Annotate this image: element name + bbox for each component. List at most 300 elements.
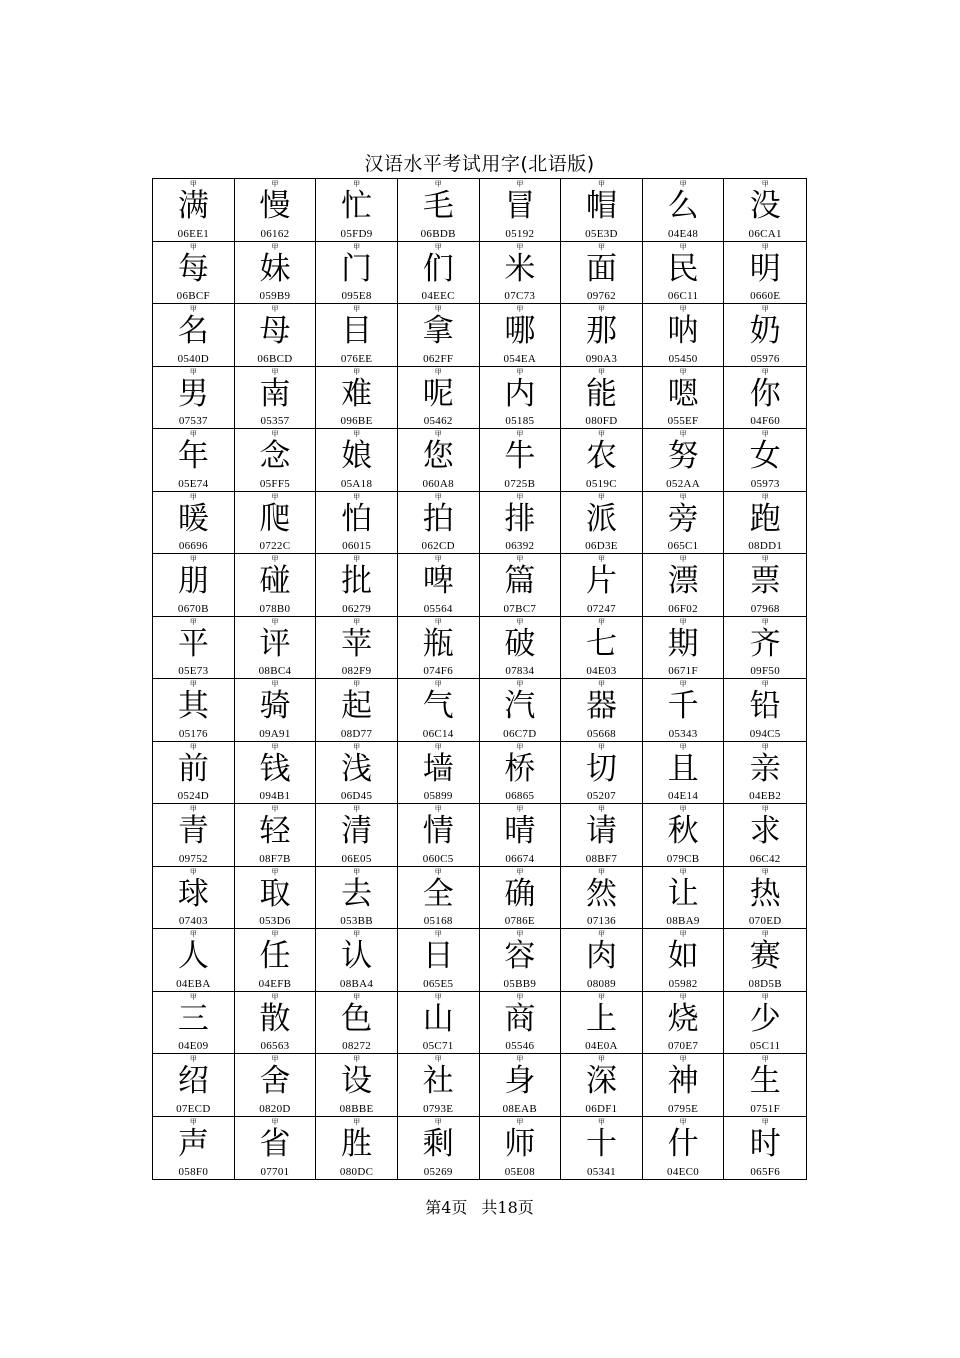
unicode-code: 05546 <box>505 1040 535 1052</box>
unicode-code: 07968 <box>750 602 780 615</box>
unicode-code: 05E3D <box>585 227 618 240</box>
unicode-code: 08BC4 <box>258 665 292 677</box>
hanzi-character: 深 <box>585 1063 617 1099</box>
hanzi-character: 门 <box>341 250 373 287</box>
unicode-code: 07C73 <box>504 290 536 302</box>
character-cell <box>235 679 317 742</box>
level-mark: 甲 <box>679 367 687 376</box>
hanzi-character: 们 <box>422 250 454 287</box>
unicode-code: 05668 <box>586 727 616 740</box>
hanzi-character: 日 <box>422 938 454 974</box>
hanzi-character: 师 <box>504 1125 536 1162</box>
hanzi-character: 票 <box>749 563 781 599</box>
character-cell <box>398 992 480 1055</box>
unicode-code: 04E48 <box>667 227 699 240</box>
level-mark: 甲 <box>679 805 687 813</box>
level-mark: 甲 <box>189 805 197 813</box>
unicode-code: 07247 <box>586 602 616 615</box>
level-mark: 甲 <box>271 242 279 251</box>
hanzi-character: 全 <box>422 875 454 912</box>
level-mark: 甲 <box>761 992 769 1001</box>
unicode-code: 05982 <box>668 977 698 990</box>
level-mark: 甲 <box>516 180 524 188</box>
unicode-code: 08DD1 <box>748 540 783 552</box>
hanzi-character: 剩 <box>422 1125 454 1162</box>
hanzi-character: 让 <box>667 875 699 912</box>
hanzi-character: 取 <box>259 875 291 912</box>
character-cell <box>724 742 806 805</box>
level-mark: 甲 <box>679 492 687 501</box>
character-cell <box>316 929 398 992</box>
hanzi-character: 冒 <box>504 188 536 224</box>
level-mark: 甲 <box>271 555 279 563</box>
hanzi-character: 朋 <box>177 563 209 599</box>
unicode-code: 06C14 <box>422 727 454 740</box>
hanzi-character: 切 <box>585 750 617 787</box>
hanzi-character: 面 <box>585 250 617 287</box>
level-mark: 甲 <box>353 1117 361 1126</box>
hanzi-character: 秋 <box>667 813 699 849</box>
level-mark: 甲 <box>353 805 361 813</box>
level-mark: 甲 <box>271 492 279 501</box>
unicode-code: 07834 <box>505 665 535 677</box>
level-mark: 甲 <box>597 617 605 626</box>
character-cell <box>643 429 725 492</box>
hanzi-character: 派 <box>585 500 617 537</box>
character-cell <box>561 554 643 617</box>
level-mark: 甲 <box>761 555 769 563</box>
character-cell <box>398 929 480 992</box>
character-cell <box>480 617 562 680</box>
unicode-code: 05462 <box>423 415 453 427</box>
level-mark: 甲 <box>516 680 524 688</box>
level-mark: 甲 <box>189 367 197 376</box>
hanzi-character: 毛 <box>422 188 454 224</box>
hanzi-character: 热 <box>749 875 781 912</box>
character-cell <box>724 554 806 617</box>
unicode-code: 04EFB <box>258 977 292 990</box>
unicode-code: 065C1 <box>667 540 699 552</box>
character-cell <box>235 429 317 492</box>
character-cell <box>398 554 480 617</box>
character-cell <box>561 929 643 992</box>
unicode-code: 06DF1 <box>585 1102 618 1115</box>
hanzi-character: 少 <box>749 1000 781 1037</box>
level-mark: 甲 <box>597 305 605 313</box>
character-cell <box>153 742 235 805</box>
level-mark: 甲 <box>271 430 279 438</box>
hanzi-character: 努 <box>667 438 699 474</box>
character-cell <box>398 867 480 930</box>
unicode-code: 08D5B <box>748 977 782 990</box>
unicode-code: 04EBA <box>176 977 211 990</box>
level-mark: 甲 <box>189 992 197 1001</box>
level-mark: 甲 <box>434 742 442 751</box>
hanzi-character: 漂 <box>667 563 699 599</box>
unicode-code: 04EEC <box>421 290 455 302</box>
level-mark: 甲 <box>761 180 769 188</box>
level-mark: 甲 <box>353 1055 361 1063</box>
unicode-code: 05E08 <box>504 1166 535 1178</box>
level-mark: 甲 <box>353 305 361 313</box>
hanzi-character: 汽 <box>504 688 536 724</box>
character-cell <box>235 992 317 1055</box>
hanzi-character: 骑 <box>259 688 291 724</box>
unicode-code: 0671F <box>668 665 698 677</box>
unicode-code: 080FD <box>585 415 618 427</box>
character-cell <box>643 679 725 742</box>
hanzi-character: 如 <box>667 938 699 974</box>
level-mark: 甲 <box>434 1055 442 1063</box>
unicode-code: 04EC0 <box>667 1166 700 1178</box>
unicode-code: 05269 <box>423 1166 453 1178</box>
level-mark: 甲 <box>189 930 197 938</box>
unicode-code: 05192 <box>505 227 535 240</box>
unicode-code: 06C7D <box>503 727 537 740</box>
unicode-code: 06EE1 <box>177 227 210 240</box>
level-mark: 甲 <box>434 680 442 688</box>
hanzi-character: 山 <box>422 1000 454 1037</box>
character-cell <box>316 367 398 430</box>
character-cell <box>316 179 398 242</box>
level-mark: 甲 <box>597 992 605 1001</box>
hanzi-character: 任 <box>259 938 291 974</box>
hanzi-character: 什 <box>667 1125 699 1162</box>
character-cell <box>643 179 725 242</box>
hanzi-character: 你 <box>749 375 781 412</box>
level-mark: 甲 <box>271 1117 279 1126</box>
unicode-code: 04E0A <box>585 1040 618 1052</box>
unicode-code: 05185 <box>505 415 535 427</box>
unicode-code: 06392 <box>505 540 535 552</box>
hanzi-character: 念 <box>259 438 291 474</box>
character-cell <box>643 617 725 680</box>
level-mark: 甲 <box>434 305 442 313</box>
character-cell <box>235 304 317 367</box>
unicode-code: 079CB <box>666 852 700 865</box>
character-cell <box>643 1117 725 1180</box>
character-cell <box>153 867 235 930</box>
level-mark: 甲 <box>597 492 605 501</box>
unicode-code: 08BA4 <box>339 977 374 990</box>
character-cell <box>724 429 806 492</box>
character-cell <box>316 304 398 367</box>
hanzi-character: 散 <box>259 1000 291 1037</box>
character-cell <box>480 1054 562 1117</box>
level-mark: 甲 <box>353 180 361 188</box>
unicode-code: 054EA <box>503 352 537 365</box>
page-total: 共18页 <box>481 1198 534 1217</box>
level-mark: 甲 <box>353 930 361 938</box>
hanzi-character: 认 <box>341 938 373 974</box>
unicode-code: 080DC <box>339 1166 374 1178</box>
character-cell <box>724 679 806 742</box>
level-mark: 甲 <box>597 742 605 751</box>
character-cell <box>153 179 235 242</box>
character-cell <box>316 242 398 305</box>
hanzi-character: 情 <box>422 813 454 849</box>
character-cell <box>643 929 725 992</box>
unicode-code: 07403 <box>178 915 208 927</box>
character-cell <box>235 742 317 805</box>
hanzi-character: 碰 <box>259 563 291 599</box>
hanzi-character: 肉 <box>585 938 617 974</box>
hanzi-character: 千 <box>667 688 699 724</box>
unicode-code: 06BCD <box>257 352 293 365</box>
hanzi-character: 名 <box>177 313 209 349</box>
level-mark: 甲 <box>761 430 769 438</box>
unicode-code: 059B9 <box>259 290 291 302</box>
unicode-code: 05343 <box>668 727 698 740</box>
unicode-code: 04E03 <box>586 665 617 677</box>
character-cell <box>153 992 235 1055</box>
unicode-code: 05976 <box>750 352 780 365</box>
unicode-code: 06279 <box>342 602 372 615</box>
unicode-code: 05973 <box>750 477 780 490</box>
hanzi-character: 球 <box>177 875 209 912</box>
level-mark: 甲 <box>761 680 769 688</box>
unicode-code: 05E73 <box>178 665 209 677</box>
level-mark: 甲 <box>679 555 687 563</box>
hanzi-character: 身 <box>504 1063 536 1099</box>
level-mark: 甲 <box>679 992 687 1001</box>
level-mark: 甲 <box>679 430 687 438</box>
hanzi-character: 篇 <box>504 563 536 599</box>
hanzi-character: 舍 <box>259 1063 291 1099</box>
hanzi-character: 牛 <box>504 438 536 474</box>
hanzi-character: 怕 <box>341 500 373 537</box>
character-cell <box>480 867 562 930</box>
character-cell <box>398 179 480 242</box>
character-cell <box>561 1054 643 1117</box>
level-mark: 甲 <box>189 742 197 751</box>
level-mark: 甲 <box>271 617 279 626</box>
character-cell <box>480 492 562 555</box>
hanzi-character: 年 <box>177 438 209 474</box>
character-cell <box>398 804 480 867</box>
hanzi-character: 瓶 <box>422 625 454 662</box>
unicode-code: 07136 <box>586 915 616 927</box>
unicode-code: 05A18 <box>340 477 373 490</box>
hanzi-character: 跑 <box>749 500 781 537</box>
hanzi-character: 么 <box>667 188 699 224</box>
unicode-code: 08BBE <box>339 1102 374 1115</box>
character-cell <box>480 242 562 305</box>
unicode-code: 05357 <box>260 415 290 427</box>
character-cell <box>480 554 562 617</box>
unicode-code: 090A3 <box>585 352 618 365</box>
character-cell <box>561 179 643 242</box>
character-cell <box>398 617 480 680</box>
hanzi-character: 前 <box>177 750 209 787</box>
character-cell <box>561 242 643 305</box>
hanzi-character: 胜 <box>341 1125 373 1162</box>
character-cell <box>561 367 643 430</box>
unicode-code: 06D45 <box>340 790 373 802</box>
hanzi-character: 生 <box>749 1063 781 1099</box>
level-mark: 甲 <box>761 367 769 376</box>
hanzi-character: 米 <box>504 250 536 287</box>
unicode-code: 0540D <box>177 352 210 365</box>
character-cell <box>316 1054 398 1117</box>
unicode-code: 062CD <box>421 540 455 552</box>
unicode-code: 06F02 <box>668 602 698 615</box>
hanzi-character: 南 <box>259 375 291 412</box>
character-cell <box>153 617 235 680</box>
unicode-code: 094C5 <box>749 727 781 740</box>
hanzi-character: 期 <box>667 625 699 662</box>
hanzi-character: 铅 <box>749 688 781 724</box>
character-cell <box>235 867 317 930</box>
unicode-code: 082F9 <box>341 665 372 677</box>
level-mark: 甲 <box>189 180 197 188</box>
hanzi-character: 去 <box>341 875 373 912</box>
unicode-code: 078B0 <box>259 602 291 615</box>
hanzi-character: 钱 <box>259 750 291 787</box>
unicode-code: 07701 <box>260 1166 290 1178</box>
character-cell <box>398 367 480 430</box>
character-cell <box>561 804 643 867</box>
unicode-code: 0793E <box>423 1102 454 1115</box>
hanzi-character: 人 <box>177 938 209 974</box>
character-cell <box>561 429 643 492</box>
level-mark: 甲 <box>597 555 605 563</box>
character-cell <box>724 867 806 930</box>
unicode-code: 05C71 <box>422 1040 454 1052</box>
unicode-code: 08272 <box>342 1040 372 1052</box>
character-cell <box>561 992 643 1055</box>
level-mark: 甲 <box>353 492 361 501</box>
hanzi-character: 满 <box>177 188 209 224</box>
unicode-code: 08F7B <box>259 852 291 865</box>
character-cell <box>153 679 235 742</box>
character-cell <box>316 679 398 742</box>
level-mark: 甲 <box>271 805 279 813</box>
unicode-code: 05176 <box>178 727 208 740</box>
hanzi-character: 轻 <box>259 813 291 849</box>
hanzi-character: 妹 <box>259 250 291 287</box>
character-cell <box>480 804 562 867</box>
unicode-code: 058F0 <box>178 1166 209 1178</box>
character-cell <box>398 304 480 367</box>
level-mark: 甲 <box>271 305 279 313</box>
character-cell <box>480 1117 562 1180</box>
hanzi-character: 每 <box>177 250 209 287</box>
hanzi-character: 墙 <box>422 750 454 787</box>
unicode-code: 06696 <box>178 540 208 552</box>
hanzi-character: 暖 <box>177 500 209 537</box>
character-cell <box>316 867 398 930</box>
unicode-code: 05168 <box>423 915 453 927</box>
character-cell <box>724 242 806 305</box>
level-mark: 甲 <box>434 555 442 563</box>
unicode-code: 09752 <box>178 852 208 865</box>
hanzi-character: 三 <box>177 1000 209 1037</box>
character-cell <box>561 1117 643 1180</box>
unicode-code: 04F60 <box>750 415 780 427</box>
unicode-code: 07BC7 <box>503 602 537 615</box>
unicode-code: 06D3E <box>585 540 618 552</box>
hanzi-character: 起 <box>341 688 373 724</box>
level-mark: 甲 <box>597 930 605 938</box>
unicode-code: 0722C <box>259 540 291 552</box>
unicode-code: 07ECD <box>176 1102 211 1115</box>
hanzi-character: 女 <box>749 438 781 474</box>
hanzi-character: 旁 <box>667 500 699 537</box>
level-mark: 甲 <box>597 430 605 438</box>
hanzi-character: 气 <box>422 688 454 724</box>
level-mark: 甲 <box>516 555 524 563</box>
level-mark: 甲 <box>189 1117 197 1126</box>
level-mark: 甲 <box>271 180 279 188</box>
level-mark: 甲 <box>761 305 769 313</box>
character-cell <box>398 429 480 492</box>
level-mark: 甲 <box>434 930 442 938</box>
level-mark: 甲 <box>353 992 361 1001</box>
character-cell <box>235 367 317 430</box>
unicode-code: 053D6 <box>259 915 291 927</box>
hanzi-character: 批 <box>341 563 373 599</box>
character-cell <box>480 179 562 242</box>
hanzi-character: 烧 <box>667 1000 699 1037</box>
hanzi-character: 平 <box>177 625 209 662</box>
hanzi-character: 啤 <box>422 563 454 599</box>
unicode-code: 08089 <box>586 977 616 990</box>
unicode-code: 06015 <box>342 540 372 552</box>
character-cell <box>316 804 398 867</box>
level-mark: 甲 <box>516 617 524 626</box>
level-mark: 甲 <box>353 742 361 751</box>
level-mark: 甲 <box>434 867 442 876</box>
hanzi-character: 嗯 <box>667 375 699 412</box>
hanzi-character: 目 <box>341 313 373 349</box>
hanzi-character: 其 <box>177 688 209 724</box>
hanzi-character: 难 <box>341 375 373 412</box>
hanzi-character: 器 <box>585 688 617 724</box>
unicode-code: 096BE <box>340 415 373 427</box>
level-mark: 甲 <box>189 680 197 688</box>
character-cell <box>480 367 562 430</box>
level-mark: 甲 <box>353 617 361 626</box>
unicode-code: 04EB2 <box>749 790 782 802</box>
level-mark: 甲 <box>679 680 687 688</box>
hanzi-character: 青 <box>177 813 209 849</box>
hanzi-character: 没 <box>749 188 781 224</box>
level-mark: 甲 <box>353 867 361 876</box>
hanzi-character: 呢 <box>422 375 454 412</box>
level-mark: 甲 <box>761 617 769 626</box>
character-cell <box>235 554 317 617</box>
hanzi-character: 上 <box>585 1000 617 1037</box>
level-mark: 甲 <box>516 930 524 938</box>
level-mark: 甲 <box>679 242 687 251</box>
unicode-code: 055EF <box>667 415 699 427</box>
hanzi-character: 亲 <box>749 750 781 787</box>
character-cell <box>480 679 562 742</box>
level-mark: 甲 <box>271 867 279 876</box>
character-cell <box>643 742 725 805</box>
unicode-code: 095E8 <box>341 290 372 302</box>
character-cell <box>643 304 725 367</box>
level-mark: 甲 <box>353 430 361 438</box>
hanzi-character: 浅 <box>341 750 373 787</box>
character-cell <box>398 1054 480 1117</box>
character-cell <box>153 804 235 867</box>
character-cell <box>724 1054 806 1117</box>
unicode-code: 06162 <box>260 227 290 240</box>
level-mark: 甲 <box>516 1055 524 1063</box>
level-mark: 甲 <box>597 680 605 688</box>
